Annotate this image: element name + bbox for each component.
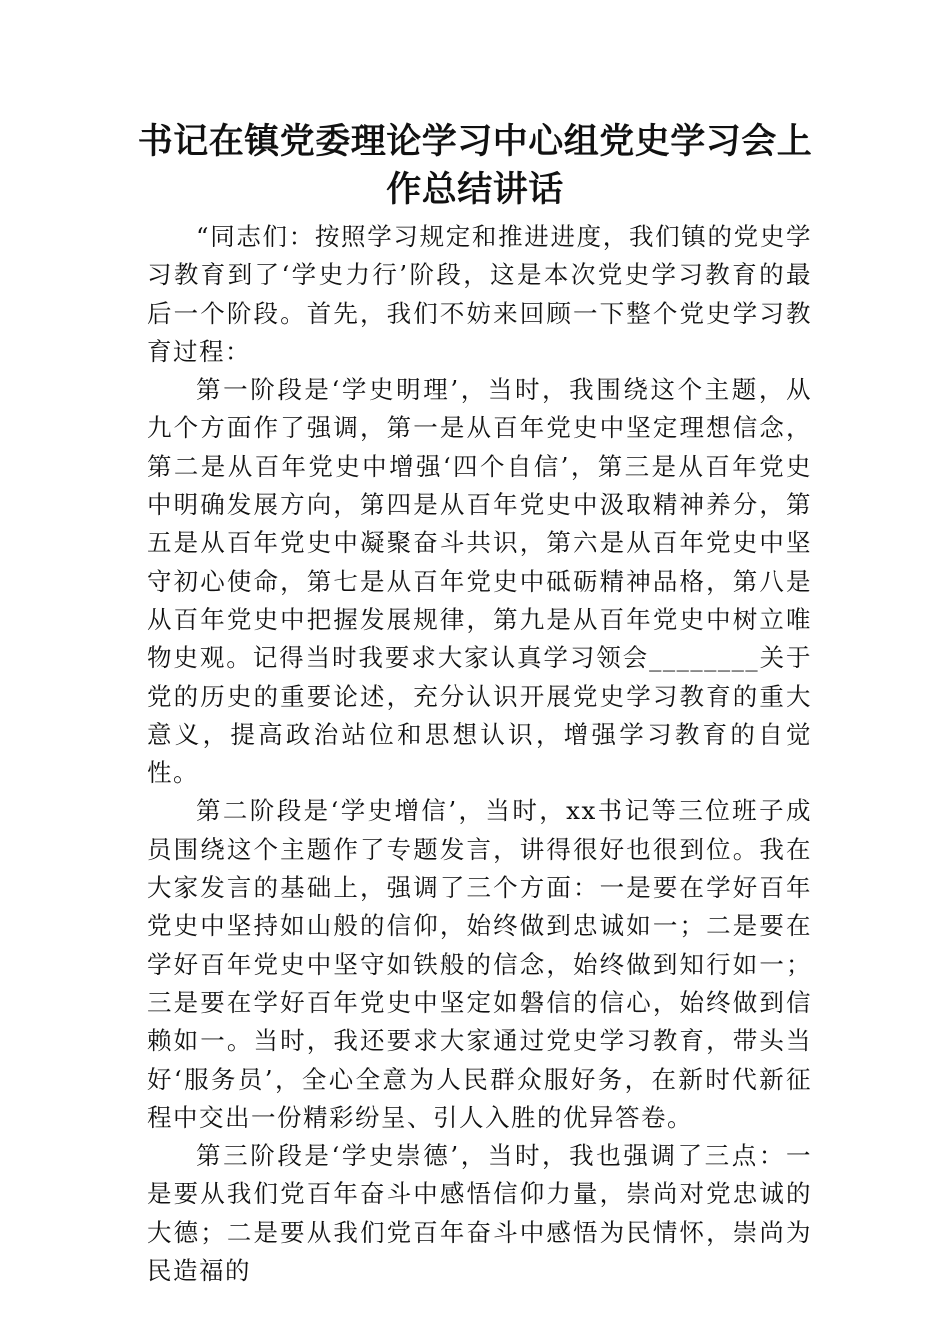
paragraph-stage-three: 第三阶段是‘学史崇德’，当时，我也强调了三点：一是要从我们党百年奋斗中感悟信仰力量，崇尚对党忠诚的大德；二是要从我们党百年奋斗中感悟为民情怀，崇尚为民造福的 — [147, 1141, 812, 1286]
paragraph-intro: “同志们：按照学习规定和推进进度，我们镇的党史学习教育到了‘学史力行’阶段，这是本次党史学习教育的最后一个阶段。首先，我们不妨来回顾一下整个党史学习教育过程： — [147, 222, 812, 366]
document-title — [120, 118, 830, 214]
title-line-1: 书记在镇党委理论学习中心组党史学习会上 — [137, 122, 813, 162]
title-line-2: 作总结讲话 — [386, 170, 564, 210]
paragraph-stage-two: 第二阶段是‘学史增信’，当时，xx书记等三位班子成员围绕这个主题作了专题发言，讲得很好也很到位。我在大家发言的基础上，强调了三个方面：一是要在学好百年党史中坚持如山般的信仰，始终做到忠诚如一；二是要在学好百年党史中坚守如铁般的信念，始终做到知行如一；三是要在学好百年党史中坚定如磐信的信心，始终做到信赖如一。当时，我还要求大家通过党史学习教育，带头当好‘服务员’，全心全意为人民群众服好务，在新时代新征程中交出一份精彩纷呈、引人入胜的优异答卷。 — [147, 796, 812, 1132]
document-body — [147, 218, 812, 1290]
paragraph-stage-one: 第一阶段是‘学史明理’，当时，我围绕这个主题，从九个方面作了强调，第一是从百年党史中坚定理想信念，第二是从百年党史中增强‘四个自信’，第三是从百年党史中明确发展方向，第四是从百年党史中汲取精神养分，第五是从百年党史中凝聚奋斗共识，第六是从百年党史中坚守初心使命，第七是从百年党史中砥砺精神品格，第八是从百年党史中把握发展规律，第九是从百年党史中树立唯物史观。记得当时我要求大家认真学习领会________关于党的历史的重要论述，充分认识开展党史学习教育的重大意义，提高政治站位和思想认识，增强学习教育的自觉性。 — [147, 375, 812, 788]
